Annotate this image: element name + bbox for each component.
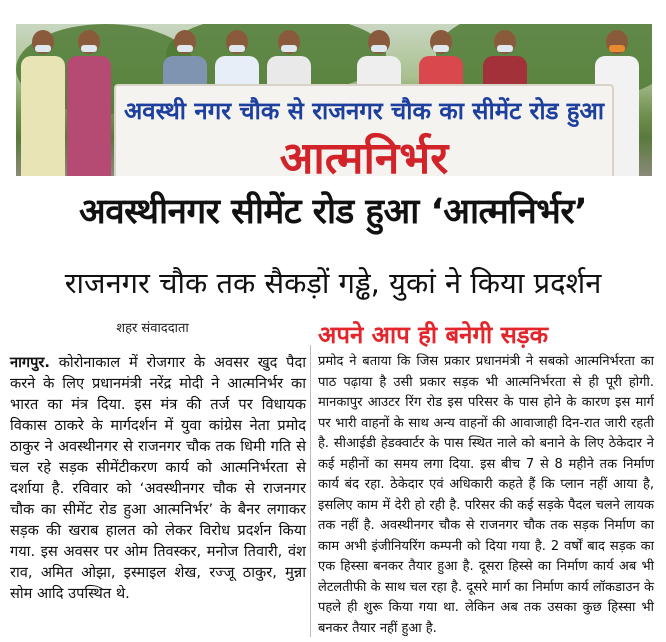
section-subtitle: अपने आप ही बनेगी सड़क [318, 320, 549, 349]
column-divider [310, 345, 311, 637]
right-column-text: प्रमोद ने बताया कि जिस प्रकार प्रधानमंत्री ने सबको आत्मनिर्भरता का पाठ पढ़ाया है उसी प्रकार सड़क भी आत्मनिर्भरता से ही पूरी होगी. मानकापुर आउटर रिंग रोड इस परिसर के पास होने के कारण इस मार्ग पर भारी वाहनों के साथ अन्य वाहनों की आवाजाही दिन-रात जारी रहती है. सीआईडी हेडक्वार्टर के पास स्थित नाले को बनाने के लिए ठेकेदार ने कई महीनों का समय लगा दिया. इस बीच 7 से 8 महीने तक निर्माण कार्य बंद रहा. ठेकेदार एवं अधिकारी कहते हैं कि प्लान नहीं आया है, इसलिए काम में देरी हो रही है. परिसर की कई सड़के पैदल चलने लायक तक नहीं है. अवस्थीनगर चौक से राजनगर चौक तक सड़क निर्माण का काम अभी इंजीनियरिंग कम्पनी को दिया गया है. 2 वर्षों बाद सड़क का एक हिस्सा बनकर तैयार हुआ है. दूसरा हिस्से का निर्माण कार्य अब भी लेटलतीफी के साथ चल रहा है. दूसरे मार्ग का निर्माण कार्य लॉकडाउन के पहले ही शुरू किया गया था. लेकिन अब तक उसका कुछ हिस्सा भी बनकर तैयार नहीं हुआ है. [318, 354, 654, 636]
byline: शहर संवाददाता [116, 321, 189, 336]
banner-text-line2: आत्मनिर्भर [279, 133, 449, 176]
headline: अवस्थीनगर सीमेंट रोड हुआ ‘आत्मनिर्भर’ [78, 192, 588, 232]
protest-photo [16, 24, 652, 176]
banner-text-line1: अवस्थी नगर चौक से राजनगर चौक का सीमेंट रोड हुआ [123, 96, 605, 125]
protest-banner [114, 84, 614, 176]
subheadline: राजनगर चौक तक सैकड़ों गड्ढे, युकां ने किया प्रदर्शन [64, 266, 602, 300]
dateline: नागपुर. [10, 354, 50, 371]
left-column-text [10, 352, 306, 604]
left-column-body: कोरोनाकाल में रोजगार के अवसर खुद पैदा करने के लिए प्रधानमंत्री नरेंद्र मोदी ने आत्मनिर्भर का भारत का मंत्र दिया. इस मंत्र की तर्ज पर विधायक विकास ठाकरे के मार्गदर्शन में युवा कांग्रेस नेता प्रमोद ठाकुर ने अवस्थीनगर से राजनगर चौक तक धिमी गति से चल रहे सड़क सीमेंटीकरण कार्य को आत्मनिर्भरता से दर्शाया है. रविवार को ‘अवस्थीनगर चौक से राजनगर चौक का सीमेंट रोड हुआ आत्मनिर्भर’ के बैनर लगाकर सड़क की खराब हालत को लेकर विरोध प्रदर्शन किया गया. इस अवसर पर ओम तिवस्कर, मनोज तिवारी, वंश राव, अमित ओझा, इस्माइल शेख, रज्जू ठाकुर, मुन्ना सोम आदि उपस्थित थे. [10, 354, 306, 602]
